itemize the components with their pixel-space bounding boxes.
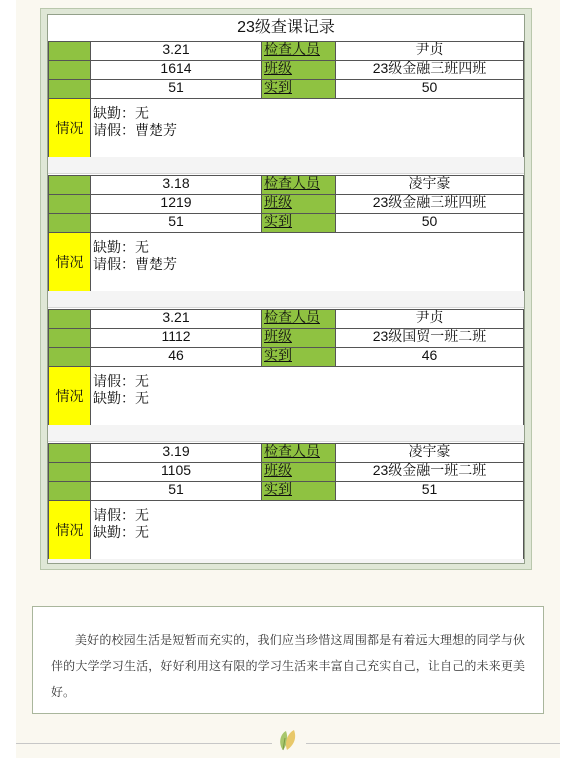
note-line: 缺勤：无 [93, 239, 149, 255]
field-label-cell: 实到 [261, 79, 336, 99]
record-value-cell: 1105 [90, 462, 262, 482]
situation-label: 情况 [48, 500, 91, 560]
record-value-cell: 1112 [90, 328, 262, 348]
record-value-cell: 3.21 [90, 41, 262, 61]
record-value-cell: 46 [335, 347, 524, 367]
record-value-cell: 23级金融一班二班 [335, 462, 524, 482]
record-value-cell: 1614 [90, 60, 262, 80]
green-marker-cell [48, 328, 91, 348]
green-marker-cell [48, 462, 91, 482]
green-marker-cell [48, 175, 91, 195]
green-marker-cell [48, 60, 91, 80]
field-label-cell: 实到 [261, 481, 336, 501]
field-label-cell: 实到 [261, 347, 336, 367]
sheet-title: 23级查课记录 [48, 15, 524, 42]
record-value-cell: 51 [90, 481, 262, 501]
green-marker-cell [48, 443, 91, 463]
record-value-cell: 51 [90, 213, 262, 233]
field-label-cell: 班级 [261, 60, 336, 80]
field-label-cell: 班级 [261, 462, 336, 482]
quote-box [32, 606, 544, 714]
situation-label: 情况 [48, 232, 91, 292]
green-marker-cell [48, 41, 91, 61]
note-line: 缺勤：无 [93, 105, 149, 121]
field-label-cell: 班级 [261, 328, 336, 348]
record-value-cell: 3.21 [90, 309, 262, 329]
record-value-cell: 凌宇豪 [335, 175, 524, 195]
record-value-cell: 46 [90, 347, 262, 367]
quote-text: 美好的校园生活是短暂而充实的，我们应当珍惜这周围都是有着远大理想的同学与伙伴的大学学习生活，好好利用这有限的学习生活来丰富自己充实自己，让自己的未来更美好。 [51, 633, 525, 699]
record-value-cell: 尹贞 [335, 309, 524, 329]
situation-notes [90, 98, 524, 158]
green-marker-cell [48, 213, 91, 233]
record-value-cell: 51 [90, 79, 262, 99]
leaf-icon [274, 728, 304, 752]
note-line: 请假：无 [93, 373, 149, 389]
block-separator [48, 425, 524, 442]
field-label-cell: 检查人员 [261, 41, 336, 61]
record-value-cell: 50 [335, 213, 524, 233]
divider-right [306, 743, 560, 744]
note-line: 缺勤：无 [93, 524, 149, 540]
record-value-cell: 23级金融三班四班 [335, 194, 524, 214]
record-value-cell: 23级国贸一班二班 [335, 328, 524, 348]
situation-label: 情况 [48, 366, 91, 426]
field-label-cell: 班级 [261, 194, 336, 214]
field-label-cell: 检查人员 [261, 309, 336, 329]
note-line: 缺勤：无 [93, 390, 149, 406]
note-line: 请假：曹楚芳 [93, 256, 177, 272]
record-value-cell: 23级金融三班四班 [335, 60, 524, 80]
situation-notes [90, 500, 524, 560]
note-line: 请假：曹楚芳 [93, 122, 177, 138]
green-marker-cell [48, 194, 91, 214]
situation-notes [90, 366, 524, 426]
field-label-cell: 检查人员 [261, 175, 336, 195]
record-block [48, 443, 524, 564]
green-marker-cell [48, 481, 91, 501]
record-value-cell: 3.19 [90, 443, 262, 463]
record-value-cell: 1219 [90, 194, 262, 214]
block-separator [48, 157, 524, 174]
record-value-cell: 50 [335, 79, 524, 99]
note-line: 请假：无 [93, 507, 149, 523]
block-separator [48, 559, 524, 564]
green-marker-cell [48, 309, 91, 329]
field-label-cell: 检查人员 [261, 443, 336, 463]
record-value-cell: 尹贞 [335, 41, 524, 61]
record-block [48, 41, 524, 177]
situation-label: 情况 [48, 98, 91, 158]
attendance-sheet [47, 14, 525, 564]
green-marker-cell [48, 347, 91, 367]
green-marker-cell [48, 79, 91, 99]
block-separator [48, 291, 524, 308]
record-block [48, 175, 524, 311]
field-label-cell: 实到 [261, 213, 336, 233]
record-value-cell: 凌宇豪 [335, 443, 524, 463]
record-value-cell: 51 [335, 481, 524, 501]
record-block [48, 309, 524, 445]
situation-notes [90, 232, 524, 292]
divider-left [16, 743, 272, 744]
record-value-cell: 3.18 [90, 175, 262, 195]
